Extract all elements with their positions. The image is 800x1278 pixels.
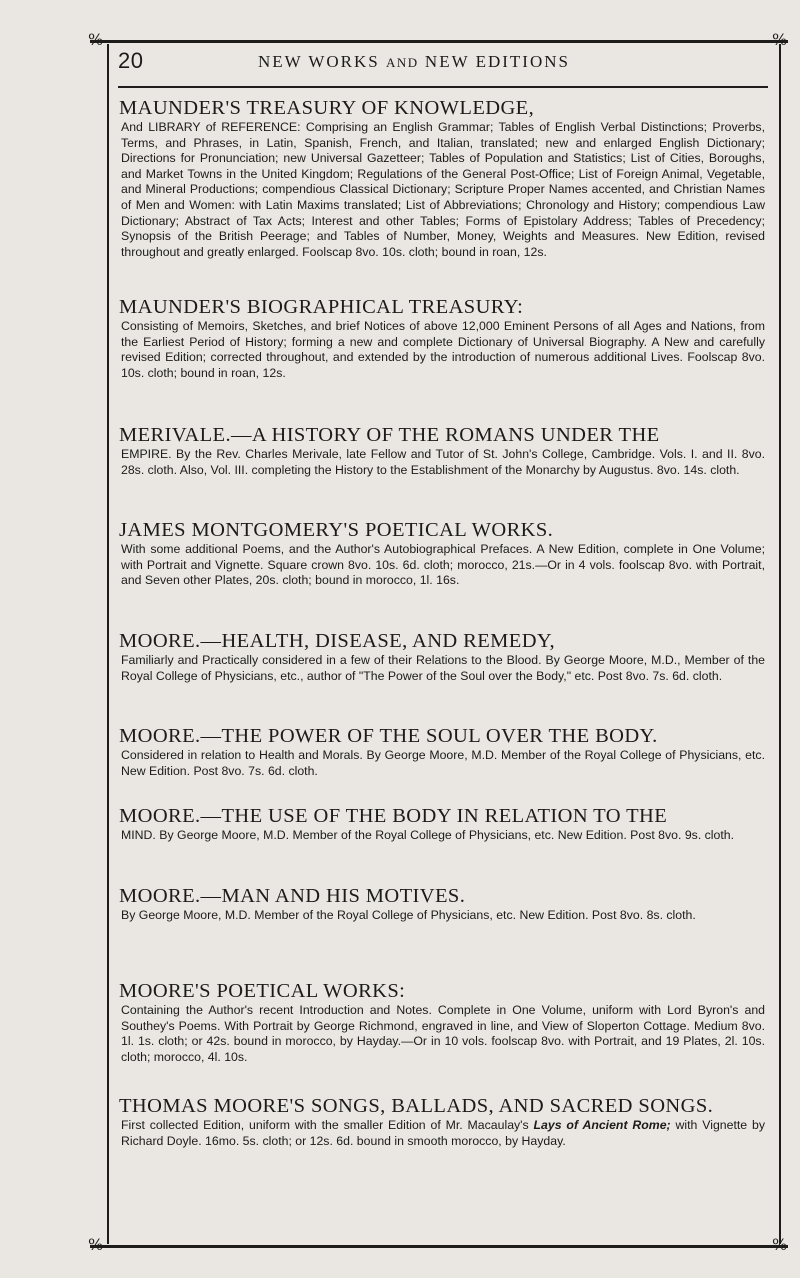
running-title-part2: NEW EDITIONS — [424, 52, 570, 71]
entry-body: Considered in relation to Health and Morals. By George Moore, M.D. Member of the Royal College of Physicians, etc. New Edition. Post 8vo. 7s. 6d. cloth. — [121, 748, 765, 778]
entry-body: MIND. By George Moore, M.D. Member of the Royal College of Physicians, etc. New Edition. Post 8vo. 9s. cloth. — [121, 828, 735, 842]
entry-maunder-treasury — [119, 96, 767, 295]
entry-moore-soul — [119, 724, 767, 804]
entry-title: MOORE.—MAN AND HIS MOTIVES. — [119, 885, 466, 907]
entries-list — [119, 96, 767, 1149]
entry-body-text: with Vignette by Richard Doyle. 16mo. 5s. cloth; or 12s. 6d. bound in smooth morocco, by Hayday. — [121, 1118, 765, 1148]
entry-moore-songs — [119, 1094, 767, 1149]
entry-maunder-biographical — [119, 295, 767, 423]
corner-ornament-icon: % — [88, 1235, 104, 1254]
corner-ornament-icon: % — [88, 30, 104, 49]
entry-body — [119, 1118, 767, 1149]
entry-body-italic: Lays of Ancient Rome; — [533, 1118, 671, 1132]
entry-title: JAMES MONTGOMERY'S POETICAL WORKS. — [119, 519, 554, 541]
entry-moore-poetical — [119, 979, 767, 1094]
corner-ornament-icon: % — [772, 30, 788, 49]
running-title — [258, 52, 570, 72]
frame-top-rule — [90, 40, 788, 43]
running-title-and: AND — [386, 55, 419, 70]
entry-body: Consisting of Memoirs, Sketches, and brief Notices of above 12,000 Eminent Persons of all Ages and Nations, from the Earliest Period of History; forming a new and complete Dictionary of Universal Biography. A New and carefully revised Edition; corrected throughout, and extended by the introduction of numerous additional Lives. Foolscap 8vo. 10s. cloth; bound in roan, 12s. — [121, 319, 765, 380]
header-rule — [118, 86, 768, 88]
entry-montgomery-poetical — [119, 518, 767, 629]
entry-moore-motives — [119, 884, 767, 979]
entry-title: MOORE.—THE USE OF THE BODY IN RELATION TO THE — [119, 805, 668, 827]
frame-left-rule — [107, 44, 109, 1244]
entry-body: Familiarly and Practically considered in a few of their Relations to the Blood. By George Moore, M.D., Member of the Royal College of Physicians, etc., author of "The Power of the Soul over the Body," etc. Post 8vo. 7s. 6d. cloth. — [121, 653, 765, 683]
entry-body-text: First collected Edition, uniform with the smaller Edition of Mr. Macaulay's — [121, 1118, 529, 1132]
entry-title: MOORE.—HEALTH, DISEASE, AND REMEDY, — [119, 630, 555, 652]
entry-title: MAUNDER'S BIOGRAPHICAL TREASURY: — [119, 296, 524, 318]
entry-merivale-romans — [119, 423, 767, 518]
page-number: 20 — [118, 48, 144, 73]
entry-body: By George Moore, M.D. Member of the Royal College of Physicians, etc. New Edition. Post 8vo. 8s. cloth. — [121, 908, 696, 922]
entry-title: MERIVALE.—A HISTORY OF THE ROMANS UNDER THE — [119, 424, 660, 446]
entry-title: MOORE'S POETICAL WORKS: — [119, 980, 406, 1002]
entry-title: MOORE.—THE POWER OF THE SOUL OVER THE BODY. — [119, 725, 658, 747]
corner-ornament-icon: % — [772, 1235, 788, 1254]
frame-bottom-rule — [90, 1245, 788, 1248]
entry-moore-body — [119, 804, 767, 884]
entry-body: And LIBRARY of REFERENCE: Comprising an English Grammar; Tables of English Verbal Distinctions; Proverbs, Terms, and Phrases, in Latin, Spanish, French, and Italian, translated; new and enlarged English Dictionary; Directions for Pronunciation; new Universal Gazetteer; Tables of Population and Statistics; List of Cities, Boroughs, and Market Towns in the United Kingdom; Regulations of the General Post-Office; List of Foreign Animal, Vegetable, and Mineral Productions; compendious Classical Dictionary; Scripture Proper Names accented, and Christian Names of Men and Women: with Latin Maxims translated; List of Abbreviations; Chronology and History; compendious Law Dictionary; Abstract of Tax Acts; Interest and other Tables; Forms of Epistolary Address; Tables of Precedency; Synopsis of the British Peerage; and Tables of Number, Money, Weights and Measures. New Edition, revised throughout and greatly enlarged. Foolscap 8vo. 10s. cloth; bound in roan, 12s. — [121, 120, 765, 259]
entry-title: MAUNDER'S TREASURY OF KNOWLEDGE, — [119, 97, 535, 119]
entry-title: THOMAS MOORE'S SONGS, BALLADS, AND SACRED SONGS. — [119, 1095, 714, 1117]
entry-body: Containing the Author's recent Introduction and Notes. Complete in One Volume, uniform with Lord Byron's and Southey's Poems. With Portrait by George Richmond, engraved in line, and View of Sloperton Cottage. Medium 8vo. 1l. 1s. cloth; or 42s. bound in morocco, by Hayday.—Or in 10 vols. foolscap 8vo. with Portrait, and 19 Plates, 2l. 10s. cloth; morocco, 4l. 10s. — [121, 1003, 765, 1064]
entry-body: EMPIRE. By the Rev. Charles Merivale, late Fellow and Tutor of St. John's College, Cambridge. Vols. I. and II. 8vo. 28s. cloth. Also, Vol. III. completing the History to the Establishment of the Monarchy by Augustus. 8vo. 14s. cloth. — [121, 447, 765, 477]
entry-moore-health — [119, 629, 767, 724]
frame-right-rule — [779, 44, 781, 1244]
entry-body: With some additional Poems, and the Author's Autobiographical Prefaces. A New Edition, complete in One Volume; with Portrait and Vignette. Square crown 8vo. 10s. 6d. cloth; morocco, 21s.—Or in 4 vols. foolscap 8vo. with Portrait, and Seven other Plates, 20s. cloth; bound in morocco, 1l. 16s. — [121, 542, 765, 588]
running-title-part1: NEW WORKS — [258, 52, 380, 71]
running-head — [118, 46, 768, 76]
